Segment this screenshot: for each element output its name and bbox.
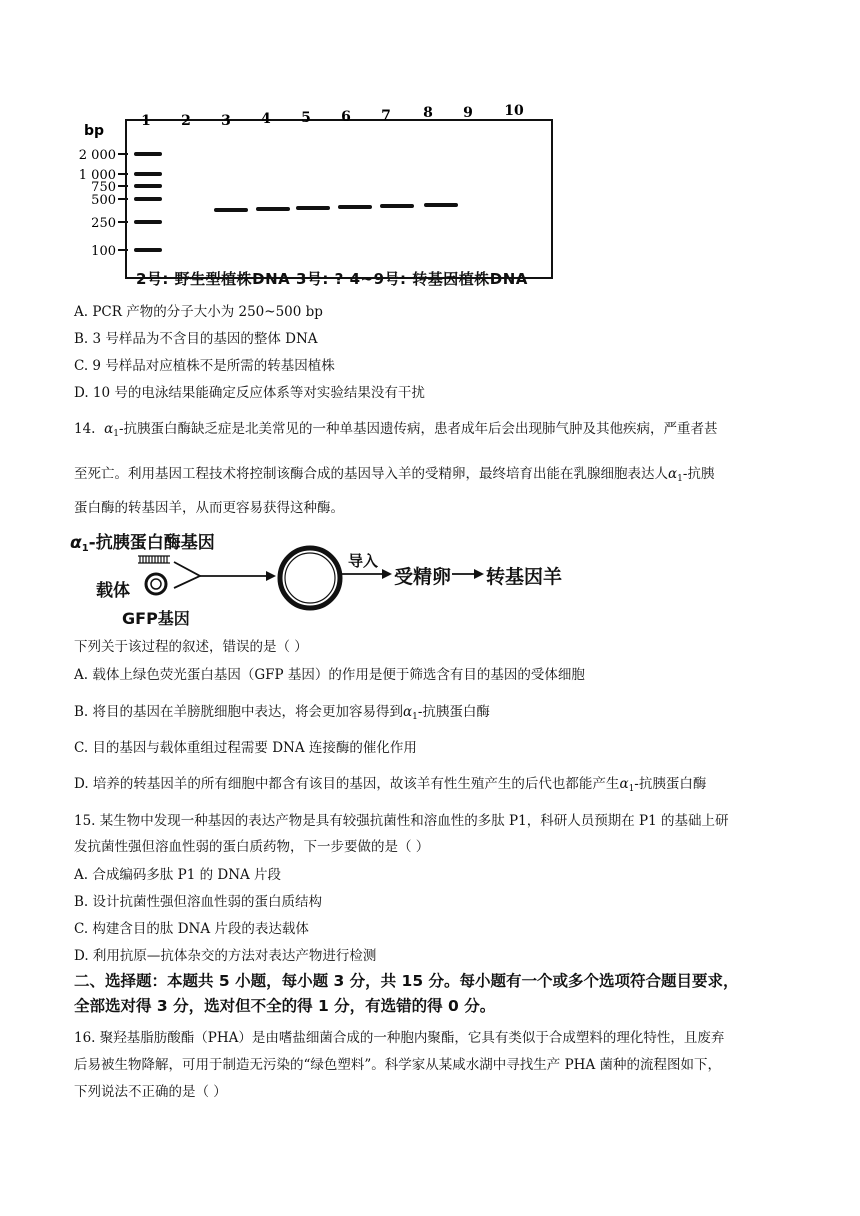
q14-stem-text: 至死亡。利用基因工程技术将控制该酶合成的基因导入羊的受精卵，最终培育出能在乳腺细胞表达人 (74, 466, 668, 482)
import-arrow-label: 导入 (348, 552, 379, 570)
marker-label: 500 (91, 193, 116, 208)
marker-label: 100 (91, 244, 116, 259)
q14-stem-text: -抗胰蛋白酶缺乏症是北美常见的一种单基因遗传病，患者成年后会出现肺气肿及其他疾病，严重者甚 (118, 421, 718, 437)
lane-number: 3 (221, 113, 231, 129)
lane-number: 9 (463, 105, 473, 121)
q16-stem-line3: 下列说法不正确的是（ ） (74, 1084, 227, 1100)
bp-label: bp (84, 123, 105, 139)
subscript: 1 (412, 712, 418, 722)
q15-stem-line1: 15. 某生物中发现一种基因的表达产物是具有较强抗菌性和溶血性的多肽 P1，科研人员预期在 P1 的基础上研 (74, 813, 729, 829)
q16-stem-line1: 16. 聚羟基脂肪酸酯（PHA）是由嗜盐细菌合成的一种胞内聚酯，它具有类似于合成塑料的理化特性，且废弃 (74, 1030, 725, 1046)
lane-number: 8 (423, 105, 433, 121)
section-heading-line1: 二、选择题：本题共 5 小题，每小题 3 分，共 15 分。每小题有一个或多个选项符合题目要求， (74, 972, 739, 990)
lane-number: 1 (141, 113, 151, 129)
gel-caption: 2号: 野生型植株DNA 3号: ? 4~9号: 转基因植株DNA (136, 270, 528, 288)
transgenic-goat-label: 转基因羊 (486, 566, 563, 588)
q14-option-c: C. 目的基因与载体重组过程需要 DNA 连接酶的催化作用 (74, 740, 417, 756)
q14-stem-line2 (74, 465, 714, 488)
q14-option-text: -抗胰蛋白酶 (634, 776, 707, 792)
lane-number: 2 (181, 113, 191, 129)
subscript: 1 (113, 429, 119, 439)
section-heading-line2: 全部选对得 3 分，选对但不全的得 1 分，有选错的得 0 分。 (74, 997, 496, 1015)
q13-option-b: B. 3 号样品为不含目的基因的整体 DNA (74, 331, 318, 347)
alpha-symbol: α (668, 466, 678, 482)
vector-plasmid-icon (146, 574, 166, 594)
q14-stem-text: -抗胰 (682, 466, 715, 482)
q14-option-text: B. 将目的基因在羊膀胱细胞中表达，将会更加容易得到 (74, 704, 404, 720)
q14-option-text: -抗胰蛋白酶 (417, 704, 490, 720)
q13-option-c: C. 9 号样品对应植株不是所需的转基因植株 (74, 358, 335, 374)
q14-prompt: 下列关于该过程的叙述，错误的是（ ） (74, 639, 308, 655)
alpha-symbol: α (104, 421, 114, 437)
gel-image (68, 95, 568, 295)
q14-option-text: D. 培养的转基因羊的所有细胞中都含有该目的基因，故该羊有性生殖产生的后代也都能产生 (74, 776, 620, 792)
marker-label: 1 000 (78, 168, 116, 183)
lane-number: 10 (504, 103, 524, 119)
lane-number: 6 (341, 109, 351, 125)
q15-option-b: B. 设计抗菌性强但溶血性弱的蛋白质结构 (74, 894, 323, 910)
q13-option-d: D. 10 号的电泳结果能确定反应体系等对实验结果没有干扰 (74, 385, 425, 401)
lane-number: 4 (261, 111, 271, 127)
q13-option-a: A. PCR 产物的分子大小为 250~500 bp (74, 304, 323, 320)
vector-label: 载体 (96, 581, 130, 601)
subscript: 1 (677, 474, 683, 484)
fertilized-egg-label: 受精卵 (394, 566, 452, 588)
marker-label: 250 (91, 216, 116, 231)
q14-option-a: A. 载体上绿色荧光蛋白基因（GFP 基因）的作用是便于筛选含有目的基因的受体细胞 (74, 667, 585, 683)
q14-option-b (74, 703, 490, 726)
recombinant-plasmid-icon (280, 548, 340, 608)
question-number: 14. (74, 421, 96, 437)
q16-stem-line2: 后易被生物降解，可用于制造无污染的“绿色塑料”。科学家从某咸水湖中寻找生产 PHA 菌种的流程图如下， (74, 1057, 721, 1073)
gene-transfer-diagram (70, 526, 590, 630)
q14-stem-line3: 蛋白酶的转基因羊，从而更容易获得这种酶。 (74, 500, 344, 516)
alpha-symbol: α (403, 704, 413, 720)
q15-option-d: D. 利用抗原—抗体杂交的方法对表达产物进行检测 (74, 948, 377, 964)
alpha-symbol: α (619, 776, 629, 792)
lane-number: 7 (381, 108, 391, 124)
gene-label: α1-抗胰蛋白酶基因 (70, 533, 215, 554)
q15-option-c: C. 构建含目的肽 DNA 片段的表达载体 (74, 921, 309, 937)
lane-number: 5 (301, 110, 311, 126)
q15-stem-line2: 发抗菌性强但溶血性弱的蛋白质药物，下一步要做的是（ ） (74, 839, 430, 855)
marker-label: 2 000 (78, 148, 116, 163)
gel-border (126, 120, 552, 278)
q14-option-d (74, 775, 706, 798)
subscript: 1 (628, 784, 635, 794)
q15-option-a: A. 合成编码多肽 P1 的 DNA 片段 (74, 867, 282, 883)
q14-stem-line1 (74, 420, 718, 443)
gel-electrophoresis-figure (68, 95, 568, 295)
gfp-gene-label: GFP基因 (122, 609, 190, 628)
marker-label: 750 (91, 180, 116, 195)
